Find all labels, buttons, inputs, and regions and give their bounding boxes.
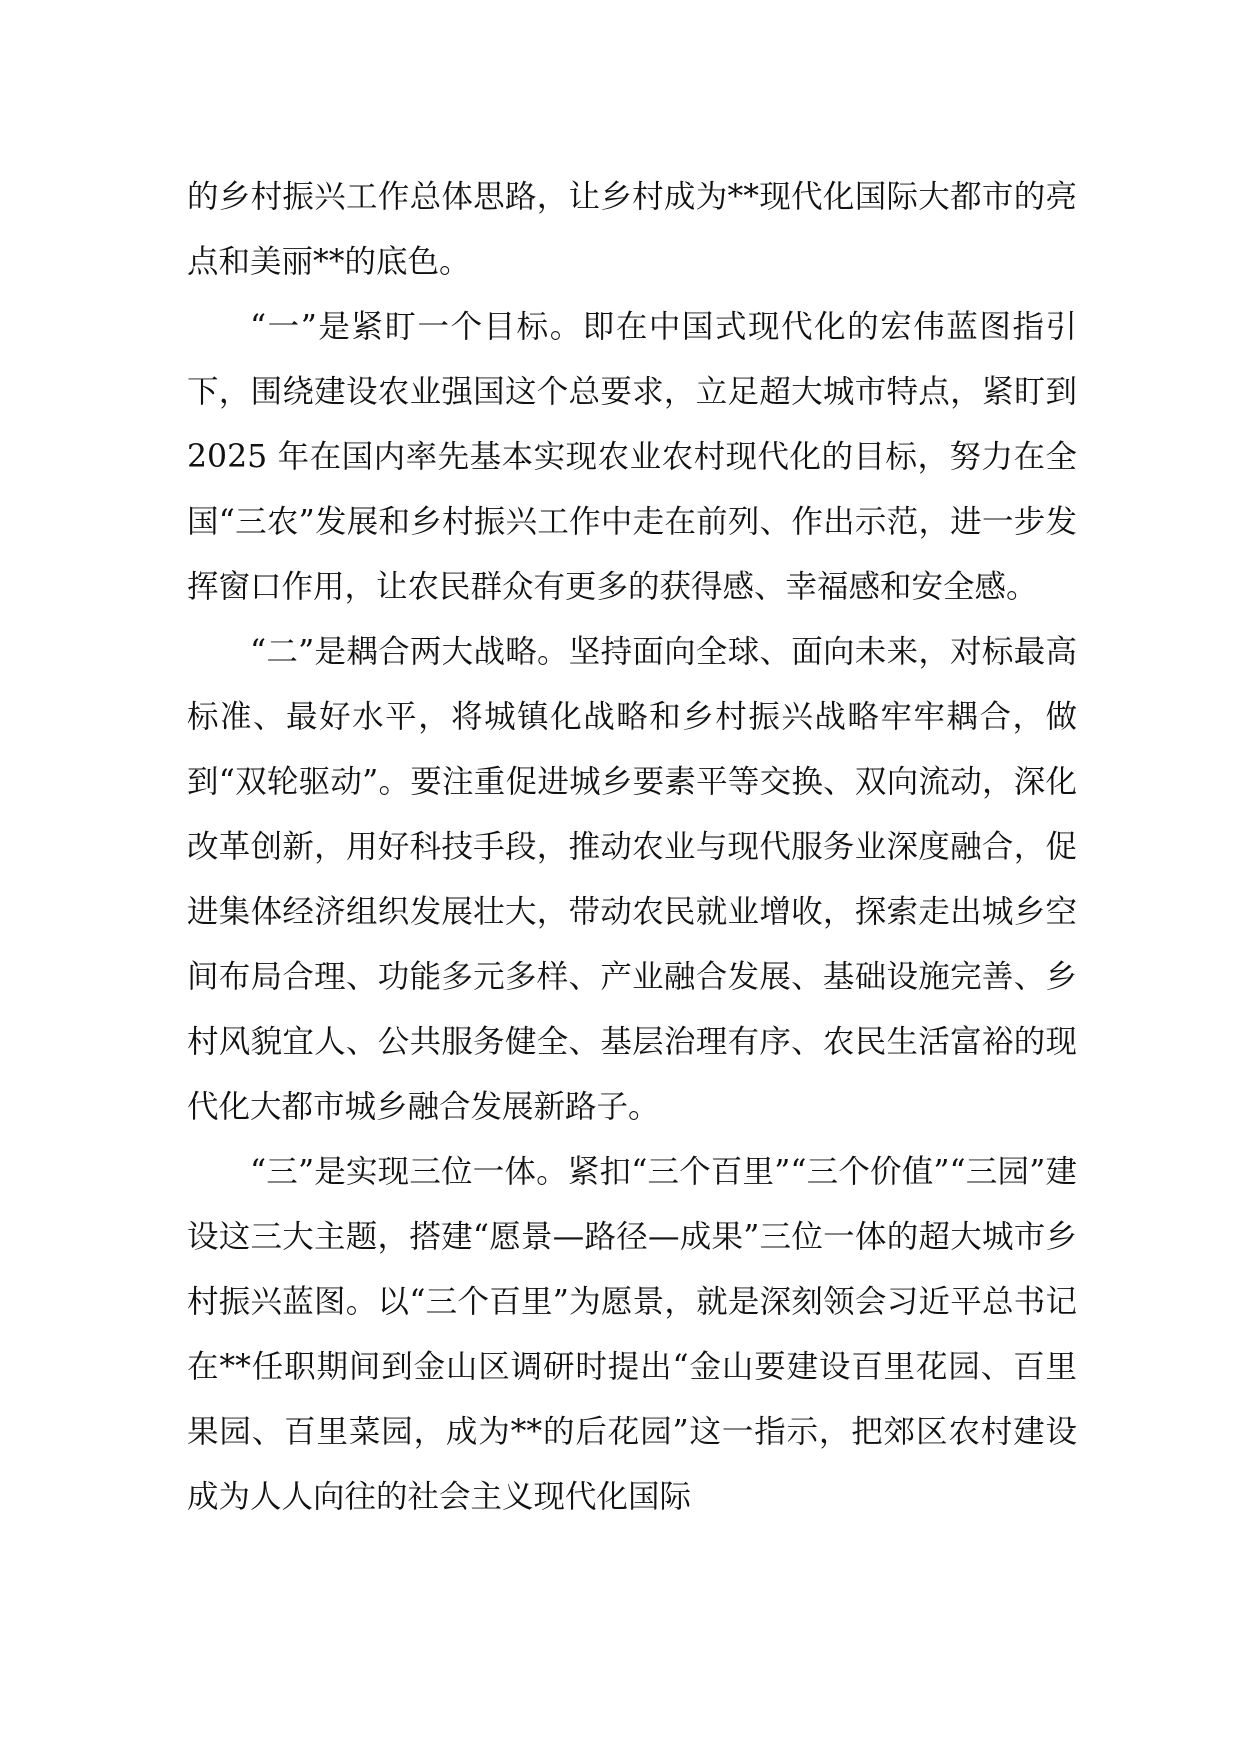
paragraph-goal: “一”是紧盯一个目标。即在中国式现代化的宏伟蓝图指引下，围绕建设农业强国这个总要求，立足超大城市特点，紧盯到 2025 年在国内率先基本实现农业农村现代化的目标，努力在全国“三农”发展和乡村振兴工作中走在前列、作出示范，进一步发挥窗口作用，让农民群众有更多的获得感、幸福感和安全感。 [187,309,1077,605]
paragraph-continuation: 的乡村振兴工作总体思路，让乡村成为**现代化国际大都市的亮点和美丽**的底色。 [187,179,1077,280]
paragraph-strategy: “二”是耦合两大战略。坚持面向全球、面向未来，对标最高标准、最好水平，将城镇化战略和乡村振兴战略牢牢耦合，做到“双轮驱动”。要注重促进城乡要素平等交换、双向流动，深化改革创新，用好科技手段，推动农业与现代服务业深度融合，促进集体经济组织发展壮大，带动农民就业增收，探索走出城乡空间布局合理、功能多元多样、产业融合发展、基础设施完善、乡村风貌宜人、公共服务健全、基层治理有序、农民生活富裕的现代化大都市城乡融合发展新路子。 [187,634,1077,1125]
paragraph-trinity: “三”是实现三位一体。紧扣“三个百里”“三个价值”“三园”建设这三大主题，搭建“愿景—路径—成果”三位一体的超大城市乡村振兴蓝图。以“三个百里”为愿景，就是深刻领会习近平总书记在**任职期间到金山区调研时提出“金山要建设百里花园、百里果园、百里菜园，成为**的后花园”这一指示，把郊区农村建设成为人人向往的社会主义现代化国际 [187,1154,1077,1515]
document-page [187,165,1077,1530]
